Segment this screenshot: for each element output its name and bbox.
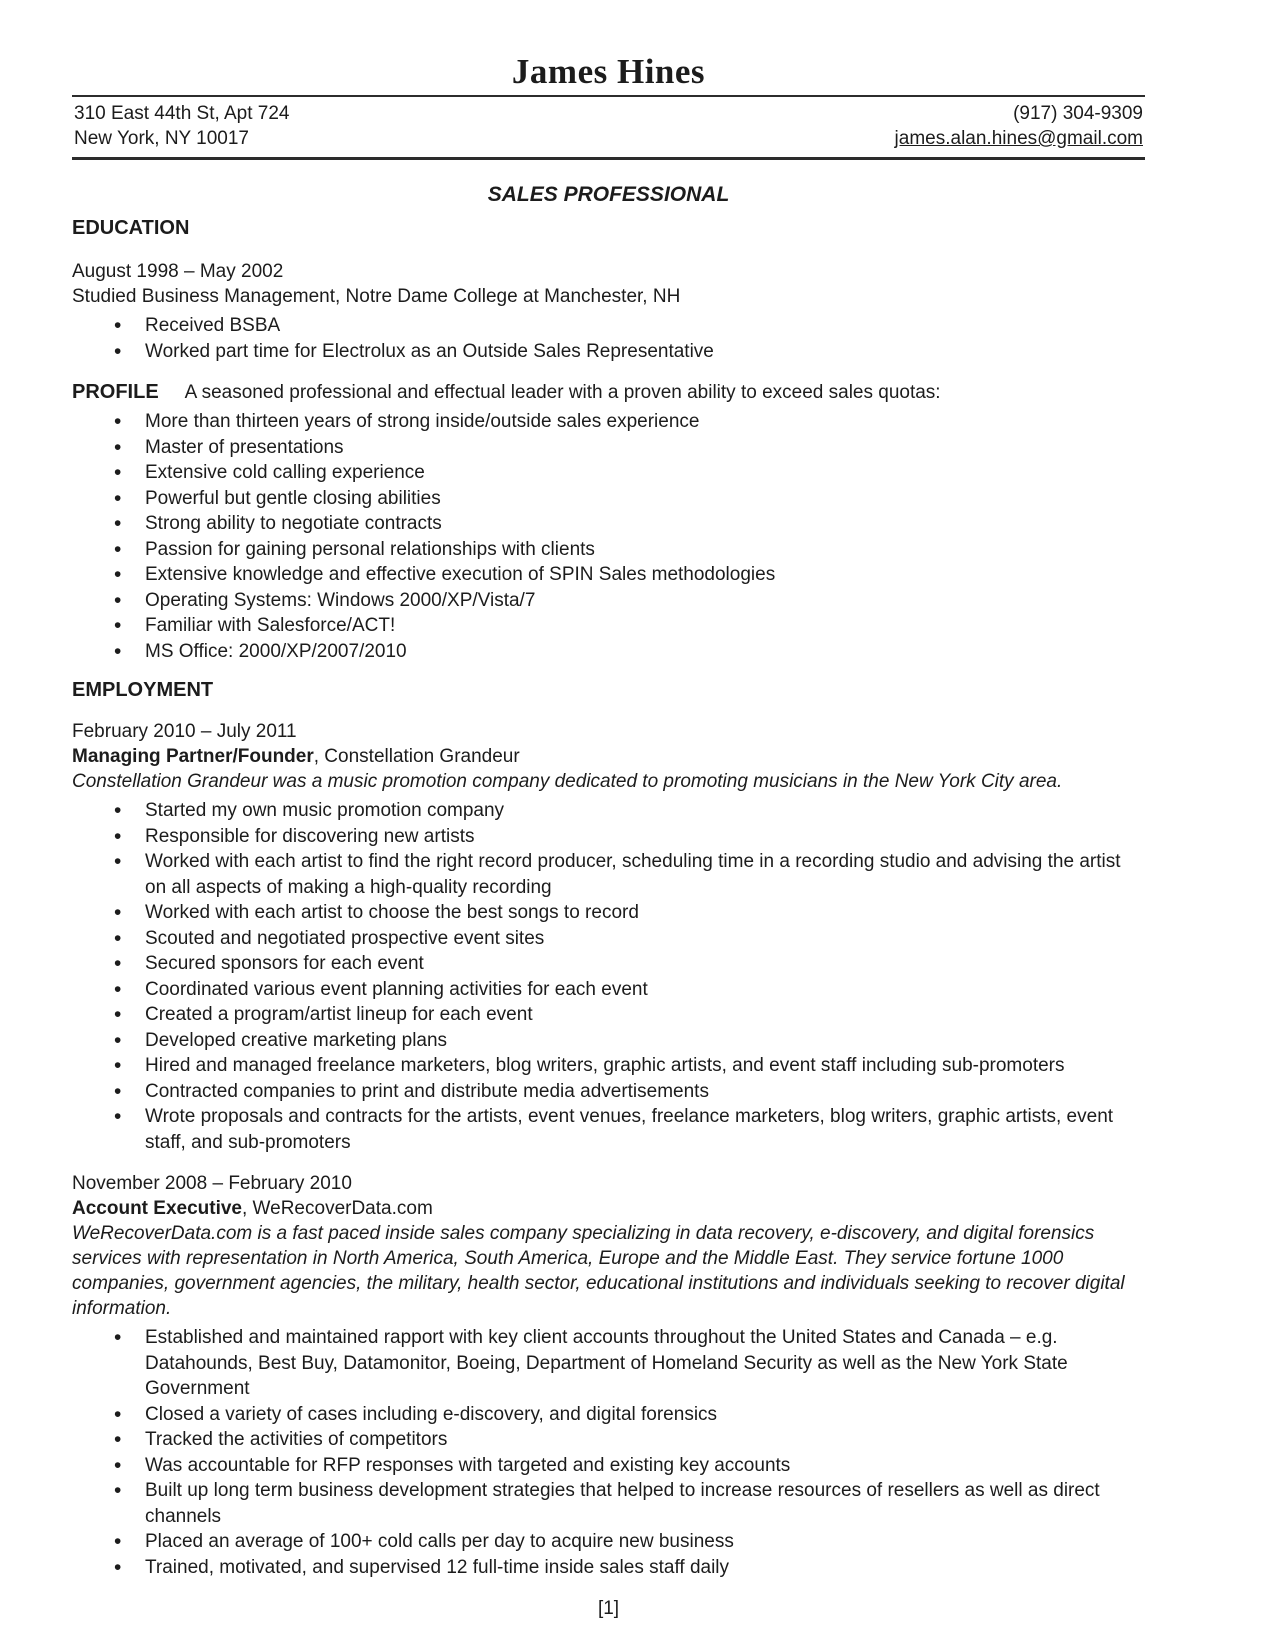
job-description: Constellation Grandeur was a music promotion company dedicated to promoting musicians in the New York City area. [72, 771, 1063, 792]
job-bullet: • Coordinated various event planning activities for each event [72, 977, 1145, 1003]
job-bullet: • Started my own music promotion company [72, 798, 1145, 824]
contact-address [74, 101, 290, 151]
job-bullet: • Contracted companies to print and distribute media advertisements [72, 1079, 1145, 1105]
job-description: WeRecoverData.com is a fast paced inside sales company specializing in data recovery, e-discovery, and digital forensics services with representation in North America, South America, Europe and the Middle East. They service fortune 1000 companies, government agencies, the military, health sector, educational institutions and individuals seeking to recover digital information. [72, 1223, 1125, 1319]
headline: SALES PROFESSIONAL [487, 183, 730, 206]
profile-bullet: • Extensive cold calling experience [72, 460, 1145, 486]
job-bullet: • Worked with each artist to find the right record producer, scheduling time in a recording studio and advising the artist on all aspects of making a high-quality recording [72, 849, 1145, 900]
contact-block [72, 97, 1145, 157]
profile-bullets [72, 409, 1145, 664]
profile-bullet: • Familiar with Salesforce/ACT! [72, 613, 1145, 639]
job-bullet: • Hired and managed freelance marketers, blog writers, graphic artists, and event staff including sub-promoters [72, 1053, 1145, 1079]
job-title: Managing Partner/Founder [72, 746, 314, 767]
job-bullet: • Secured sponsors for each event [72, 951, 1145, 977]
job-bullet: • Closed a variety of cases including e-discovery, and digital forensics [72, 1402, 1145, 1428]
profile-bullet: • Passion for gaining personal relationships with clients [72, 537, 1145, 563]
contact-phone-email [895, 101, 1143, 151]
candidate-name: James Hines [511, 52, 706, 91]
contact-address-line1: 310 East 44th St, Apt 724 [74, 103, 290, 124]
profile-bullet: • More than thirteen years of strong inside/outside sales experience [72, 409, 1145, 435]
contact-phone: (917) 304-9309 [1013, 103, 1143, 124]
job-bullet: • Placed an average of 100+ cold calls per day to acquire new business [72, 1529, 1145, 1555]
profile-heading: PROFILE [72, 381, 159, 403]
job-bullet: • Wrote proposals and contracts for the artists, event venues, freelance marketers, blog writers, graphic artists, event staff, and sub-promoters [72, 1104, 1145, 1155]
job-bullet: • Responsible for discovering new artists [72, 824, 1145, 850]
profile-bullet: • Strong ability to negotiate contracts [72, 511, 1145, 537]
job-dates: February 2010 – July 2011 [72, 721, 297, 742]
profile-row [72, 380, 1145, 405]
education-school: Studied Business Management, Notre Dame College at Manchester, NH [72, 286, 681, 307]
job-bullet: • Scouted and negotiated prospective event sites [72, 926, 1145, 952]
employment-heading: EMPLOYMENT [72, 679, 214, 701]
page-number: [1] [597, 1598, 620, 1619]
education-bullets [72, 313, 1145, 364]
profile-bullet: • Extensive knowledge and effective execution of SPIN Sales methodologies [72, 562, 1145, 588]
job-company: , Constellation Grandeur [313, 746, 520, 767]
job-bullet: • Was accountable for RFP responses with targeted and existing key accounts [72, 1453, 1145, 1479]
job-bullet: • Tracked the activities of competitors [72, 1427, 1145, 1453]
education-dates: August 1998 – May 2002 [72, 261, 284, 282]
education-bullet: • Received BSBA [72, 313, 1145, 339]
job-bullets [72, 798, 1145, 1155]
job-bullet: • Built up long term business development strategies that helped to increase resources of resellers as well as direct channels [72, 1478, 1145, 1529]
contact-email-link[interactable]: james.alan.hines@gmail.com [894, 128, 1143, 149]
job-bullet: • Created a program/artist lineup for each event [72, 1002, 1145, 1028]
profile-bullet: • Master of presentations [72, 435, 1145, 461]
job-bullets [72, 1325, 1145, 1580]
job-bullet: • Established and maintained rapport with key client accounts throughout the United States and Canada – e.g. Datahounds, Best Buy, Datamonitor, Boeing, Department of Homeland Security as well as the New York State Government [72, 1325, 1145, 1402]
profile-bullet: • Operating Systems: Windows 2000/XP/Vista/7 [72, 588, 1145, 614]
job-bullet: • Worked with each artist to choose the best songs to record [72, 900, 1145, 926]
profile-bullet: • Powerful but gentle closing abilities [72, 486, 1145, 512]
education-bullet: • Worked part time for Electrolux as an Outside Sales Representative [72, 339, 1145, 365]
job-dates: November 2008 – February 2010 [72, 1173, 352, 1194]
job-bullet: • Developed creative marketing plans [72, 1028, 1145, 1054]
profile-summary: A seasoned professional and effectual leader with a proven ability to exceed sales quotas: [184, 382, 941, 403]
job-entry [72, 1171, 1145, 1580]
education-heading: EDUCATION [72, 217, 190, 239]
job-entry [72, 719, 1145, 1155]
job-company: , WeRecoverData.com [242, 1198, 433, 1219]
header-rule-bottom [72, 157, 1145, 160]
job-title: Account Executive [72, 1198, 242, 1219]
profile-bullet: • MS Office: 2000/XP/2007/2010 [72, 639, 1145, 665]
job-bullet: • Trained, motivated, and supervised 12 full-time inside sales staff daily [72, 1555, 1145, 1581]
contact-address-line2: New York, NY 10017 [74, 128, 249, 149]
